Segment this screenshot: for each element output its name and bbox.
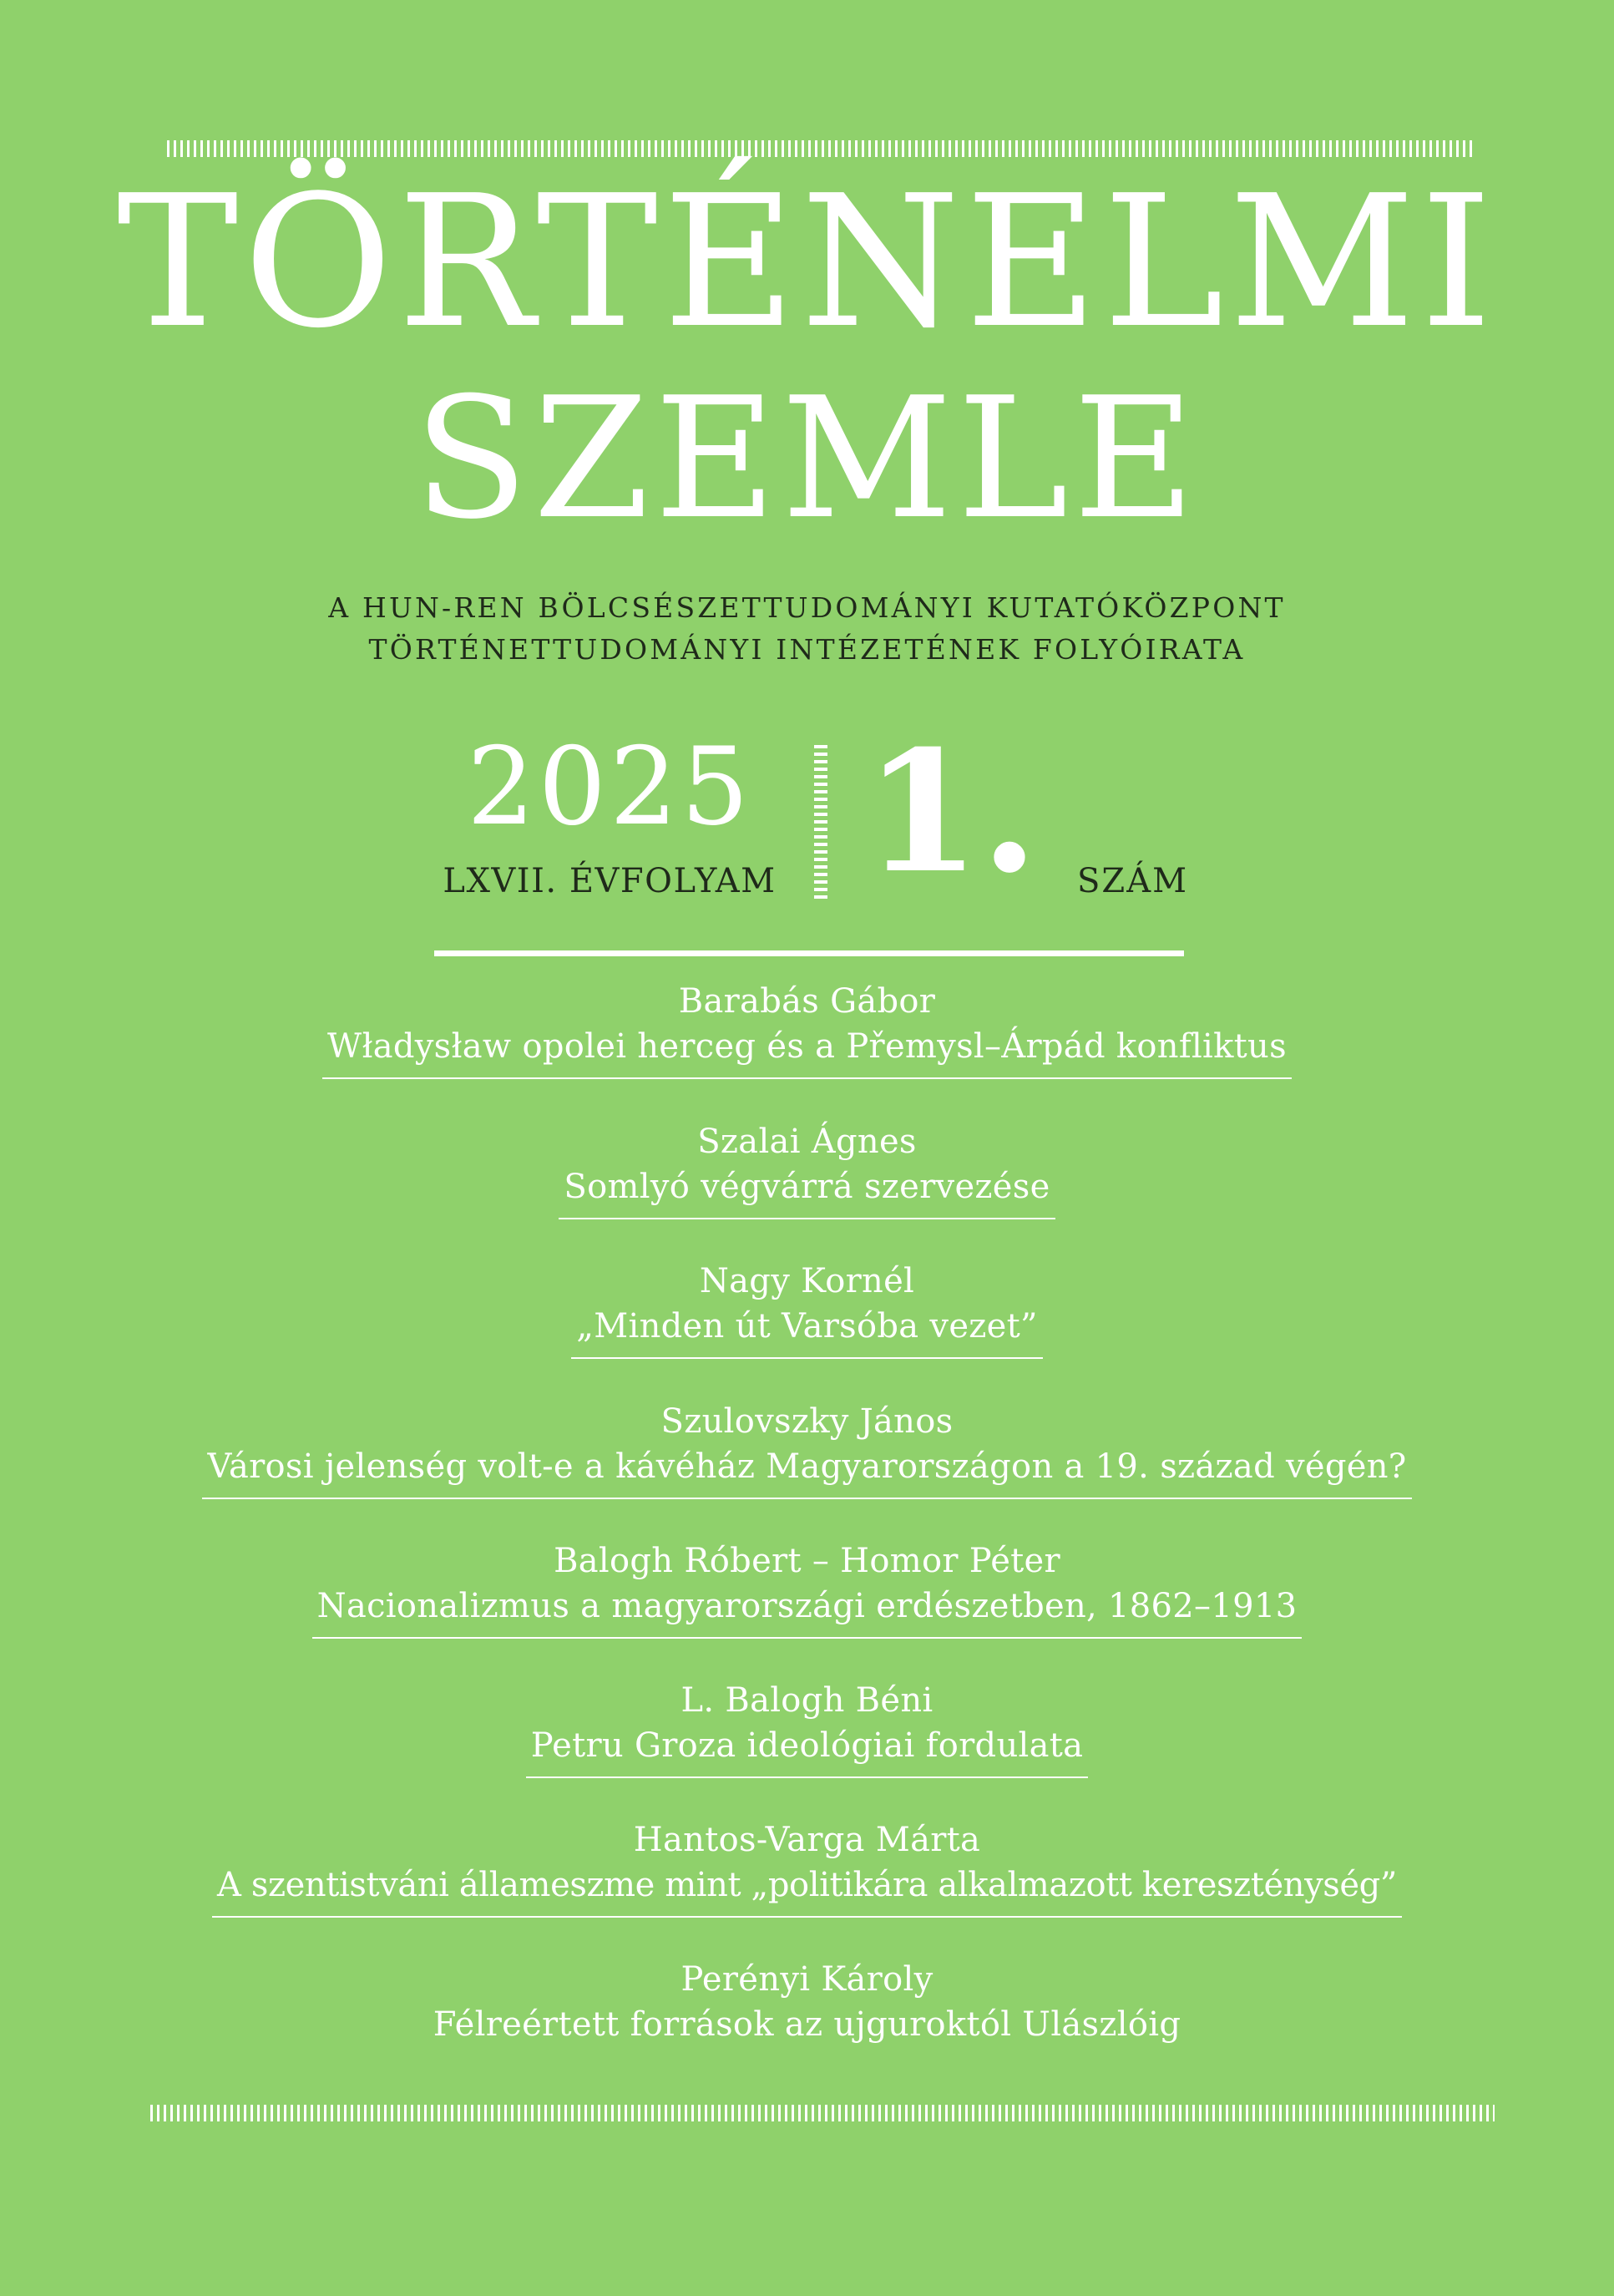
issue-number-label: SZÁM — [1077, 862, 1189, 900]
volume-label: LXVII. ÉVFOLYAM — [443, 862, 777, 900]
article-title: Nacionalizmus a magyarországi erdészetben, 1862–1913 — [312, 1584, 1303, 1639]
article-author: Balogh Róbert – Homor Péter — [554, 1542, 1060, 1580]
journal-title-line-2: SZEMLE — [413, 362, 1201, 556]
article-title: Władysław opolei herceg és a Přemysl–Árpád konfliktus — [322, 1024, 1292, 1079]
article-author: Szalai Ágnes — [697, 1123, 917, 1161]
article-entry — [0, 1399, 1614, 1499]
article-author: Szulovszky János — [660, 1402, 954, 1441]
article-entry — [0, 1259, 1614, 1359]
article-entry — [0, 1119, 1614, 1219]
article-author: Perényi Károly — [681, 1960, 933, 1999]
article-title: Petru Groza ideológiai fordulata — [526, 1723, 1089, 1778]
issue-number: 1. — [864, 714, 1039, 910]
article-author: L. Balogh Béni — [681, 1681, 933, 1720]
publisher-line-1: A HUN-REN BÖLCSÉSZETTUDOMÁNYI KUTATÓKÖZPONT — [328, 591, 1286, 624]
article-entry — [0, 1678, 1614, 1778]
article-entry — [0, 1957, 1614, 2055]
publisher-line-2: TÖRTÉNETTUDOMÁNYI INTÉZETÉNEK FOLYÓIRATA — [368, 633, 1246, 666]
header-rule — [434, 950, 1184, 956]
journal-title-line-1: TÖRTÉNELMI — [117, 157, 1497, 368]
article-entry — [0, 1538, 1614, 1639]
article-entry — [0, 979, 1614, 1079]
article-author: Barabás Gábor — [678, 982, 936, 1021]
article-title: Félreértett források az ujguroktól Ulászlóig — [433, 2005, 1181, 2044]
issue-divider — [814, 745, 827, 900]
top-decorative-rule — [167, 140, 1475, 157]
article-author: Hantos-Varga Márta — [633, 1821, 981, 1859]
article-entry — [0, 1817, 1614, 1918]
issue-year: 2025 — [467, 725, 752, 849]
article-title: A szentistváni állameszme mint „politikára alkalmazott kereszténység” — [212, 1863, 1402, 1918]
article-title: Városi jelenség volt-e a kávéház Magyarországon a 19. század végén? — [202, 1444, 1411, 1499]
article-author: Nagy Kornél — [699, 1262, 915, 1300]
article-title: „Minden út Varsóba vezet” — [571, 1304, 1043, 1359]
bottom-decorative-rule — [150, 2105, 1495, 2121]
article-title: Somlyó végvárrá szervezése — [559, 1164, 1055, 1219]
